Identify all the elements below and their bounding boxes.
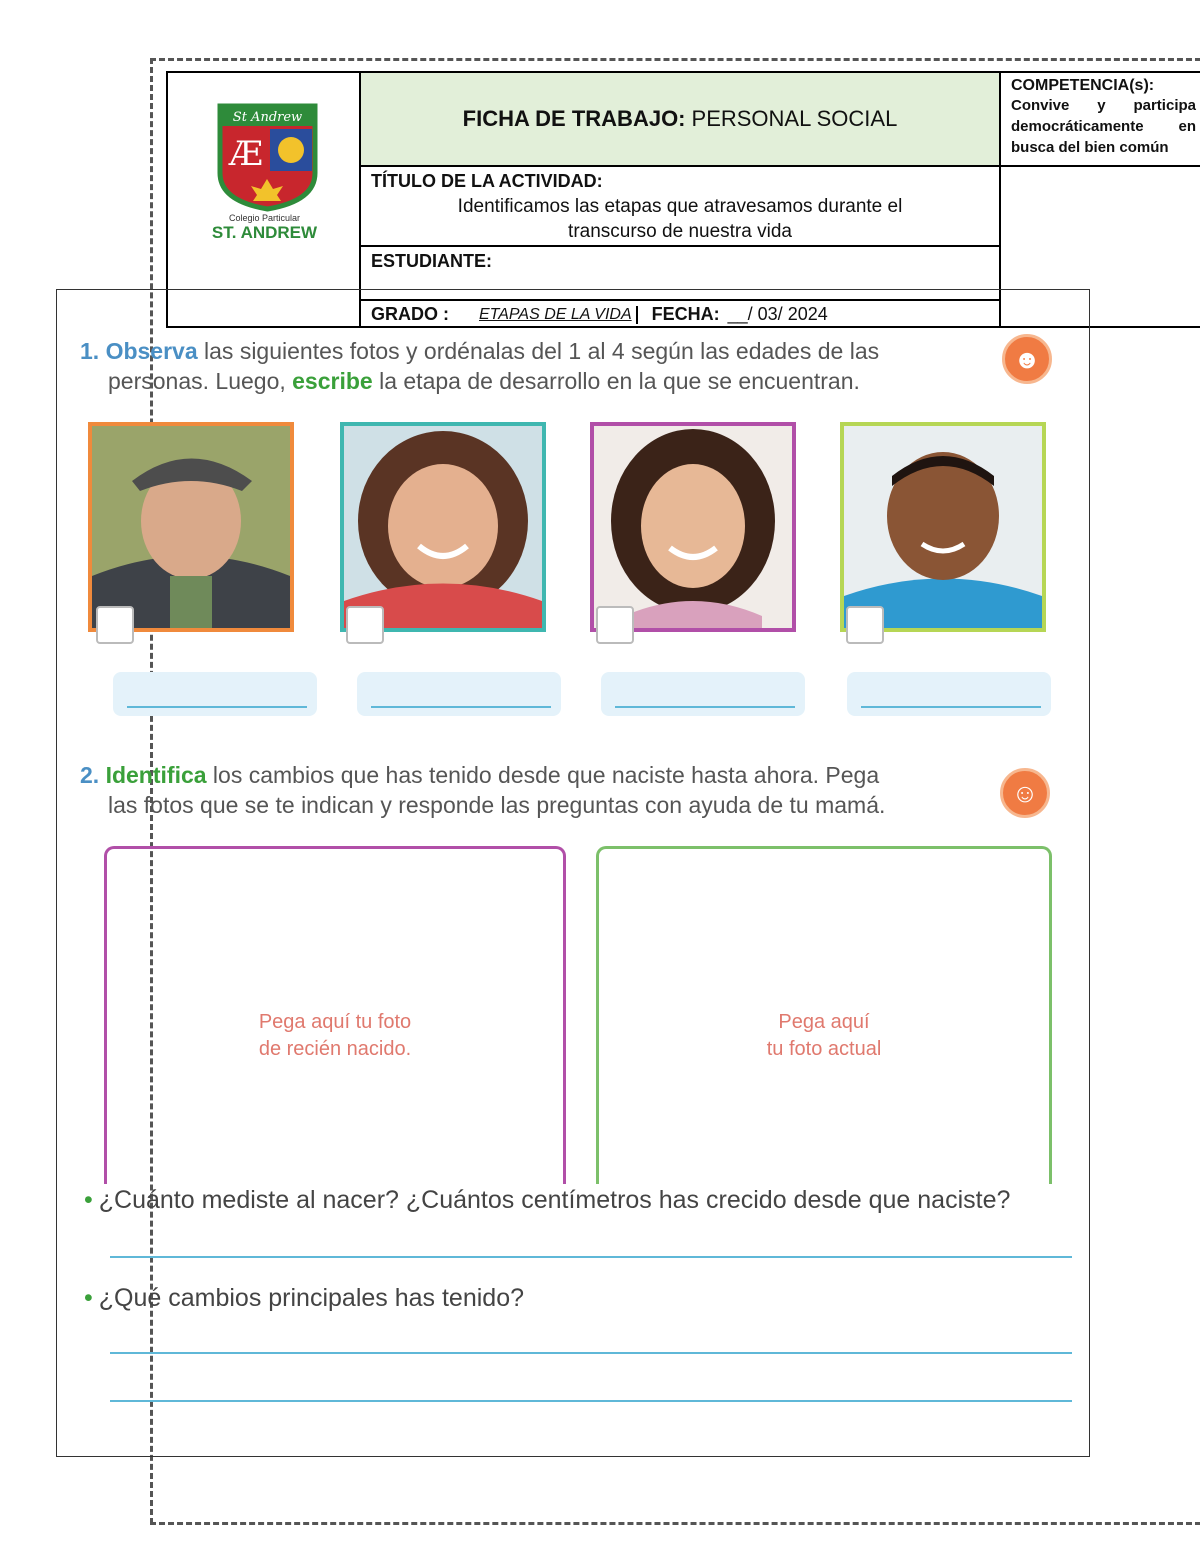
family-activity-icon: ☺: [1000, 768, 1050, 818]
competency-label: COMPETENCIA(s):: [1011, 77, 1155, 94]
svg-text:Æ: Æ: [228, 134, 264, 174]
order-checkbox-3[interactable]: [596, 606, 634, 644]
svg-text:St Andrew: St Andrew: [232, 110, 303, 125]
answer-line-b1[interactable]: [110, 1352, 1072, 1354]
question-1-verb: Observa: [105, 338, 198, 364]
question-1-number: 1.: [80, 338, 100, 364]
photo-elderly-man: [88, 422, 294, 632]
competency-cell: [1001, 73, 1200, 167]
group-activity-icon: ☻: [1002, 334, 1052, 384]
competency-text: Convive y participa democráticamente en busca del bien común: [1011, 97, 1196, 156]
dashed-border-top: [150, 58, 1200, 61]
question-2-number: 2.: [80, 762, 100, 788]
current-photo-line-1: Pega aquí: [778, 1011, 870, 1033]
title-bold: FICHA DE TRABAJO:: [462, 106, 686, 131]
worksheet-title: [361, 73, 1001, 167]
newborn-photo-line-1: Pega aquí tu foto: [258, 1011, 412, 1033]
date-label: FECHA:: [651, 304, 720, 324]
activity-label: TÍTULO DE LA ACTIVIDAD:: [371, 171, 603, 191]
question-1-text-2b: la etapa de desarrollo en la que se encuentran.: [372, 368, 860, 394]
current-photo-line-2: tu foto actual: [766, 1038, 882, 1060]
stage-answer-1[interactable]: [113, 672, 317, 716]
stage-answer-3[interactable]: [601, 672, 805, 716]
newborn-photo-instructions: [107, 1009, 563, 1063]
date-value[interactable]: __/ 03/ 2024: [727, 304, 828, 324]
bullet-question-a: [84, 1186, 1010, 1215]
stage-answer-4[interactable]: [847, 672, 1051, 716]
logo-subtitle: Colegio Particular: [228, 213, 301, 223]
newborn-photo-frame[interactable]: [104, 846, 566, 1184]
order-checkbox-1[interactable]: [96, 606, 134, 644]
logo-name: ST. ANDREW: [211, 223, 318, 242]
grade-label: GRADO :: [371, 304, 449, 324]
answer-line-a[interactable]: [110, 1256, 1072, 1258]
photo-girl: [340, 422, 546, 632]
photo-boy: [840, 422, 1046, 632]
question-b-text: ¿Qué cambios principales has tenido?: [98, 1284, 524, 1312]
title-subject: PERSONAL SOCIAL: [691, 106, 898, 131]
grade-value[interactable]: ETAPAS DE LA VIDA: [479, 306, 638, 324]
order-checkbox-4[interactable]: [846, 606, 884, 644]
bullet-dot: •: [84, 1186, 93, 1214]
photo-woman: [590, 422, 796, 632]
newborn-photo-line-2: de recién nacido.: [258, 1038, 412, 1060]
activity-title: [371, 194, 989, 244]
dashed-border-bottom: [150, 1522, 1200, 1525]
question-1-text-1: las siguientes fotos y ordénalas del 1 al 4 según las edades de las: [197, 338, 880, 364]
activity-line-2: transcurso de nuestra vida: [568, 221, 792, 242]
question-1: [80, 336, 990, 396]
question-1-verb-2: escribe: [292, 368, 373, 394]
current-photo-frame[interactable]: [596, 846, 1052, 1184]
question-a-text: ¿Cuánto mediste al nacer? ¿Cuántos centímetros has crecido desde que naciste?: [98, 1186, 1011, 1214]
question-2-verb: Identifica: [105, 762, 207, 788]
question-2: [80, 760, 1000, 820]
student-label: ESTUDIANTE:: [371, 251, 492, 271]
question-2-text-2: las fotos que se te indican y responde las preguntas con ayuda de tu mamá.: [108, 792, 886, 818]
bullet-dot: •: [84, 1284, 93, 1312]
bullet-question-b: [84, 1284, 524, 1313]
question-2-text-1: los cambios que has tenido desde que naciste hasta ahora. Pega: [206, 762, 880, 788]
question-1-text-2a: personas. Luego,: [108, 368, 293, 394]
order-checkbox-2[interactable]: [346, 606, 384, 644]
answer-line-b2[interactable]: [110, 1400, 1072, 1402]
stage-answer-2[interactable]: [357, 672, 561, 716]
activity-cell: [361, 167, 1001, 247]
current-photo-instructions: [599, 1009, 1049, 1063]
activity-line-1: Identificamos las etapas que atravesamos durante el: [457, 196, 903, 217]
